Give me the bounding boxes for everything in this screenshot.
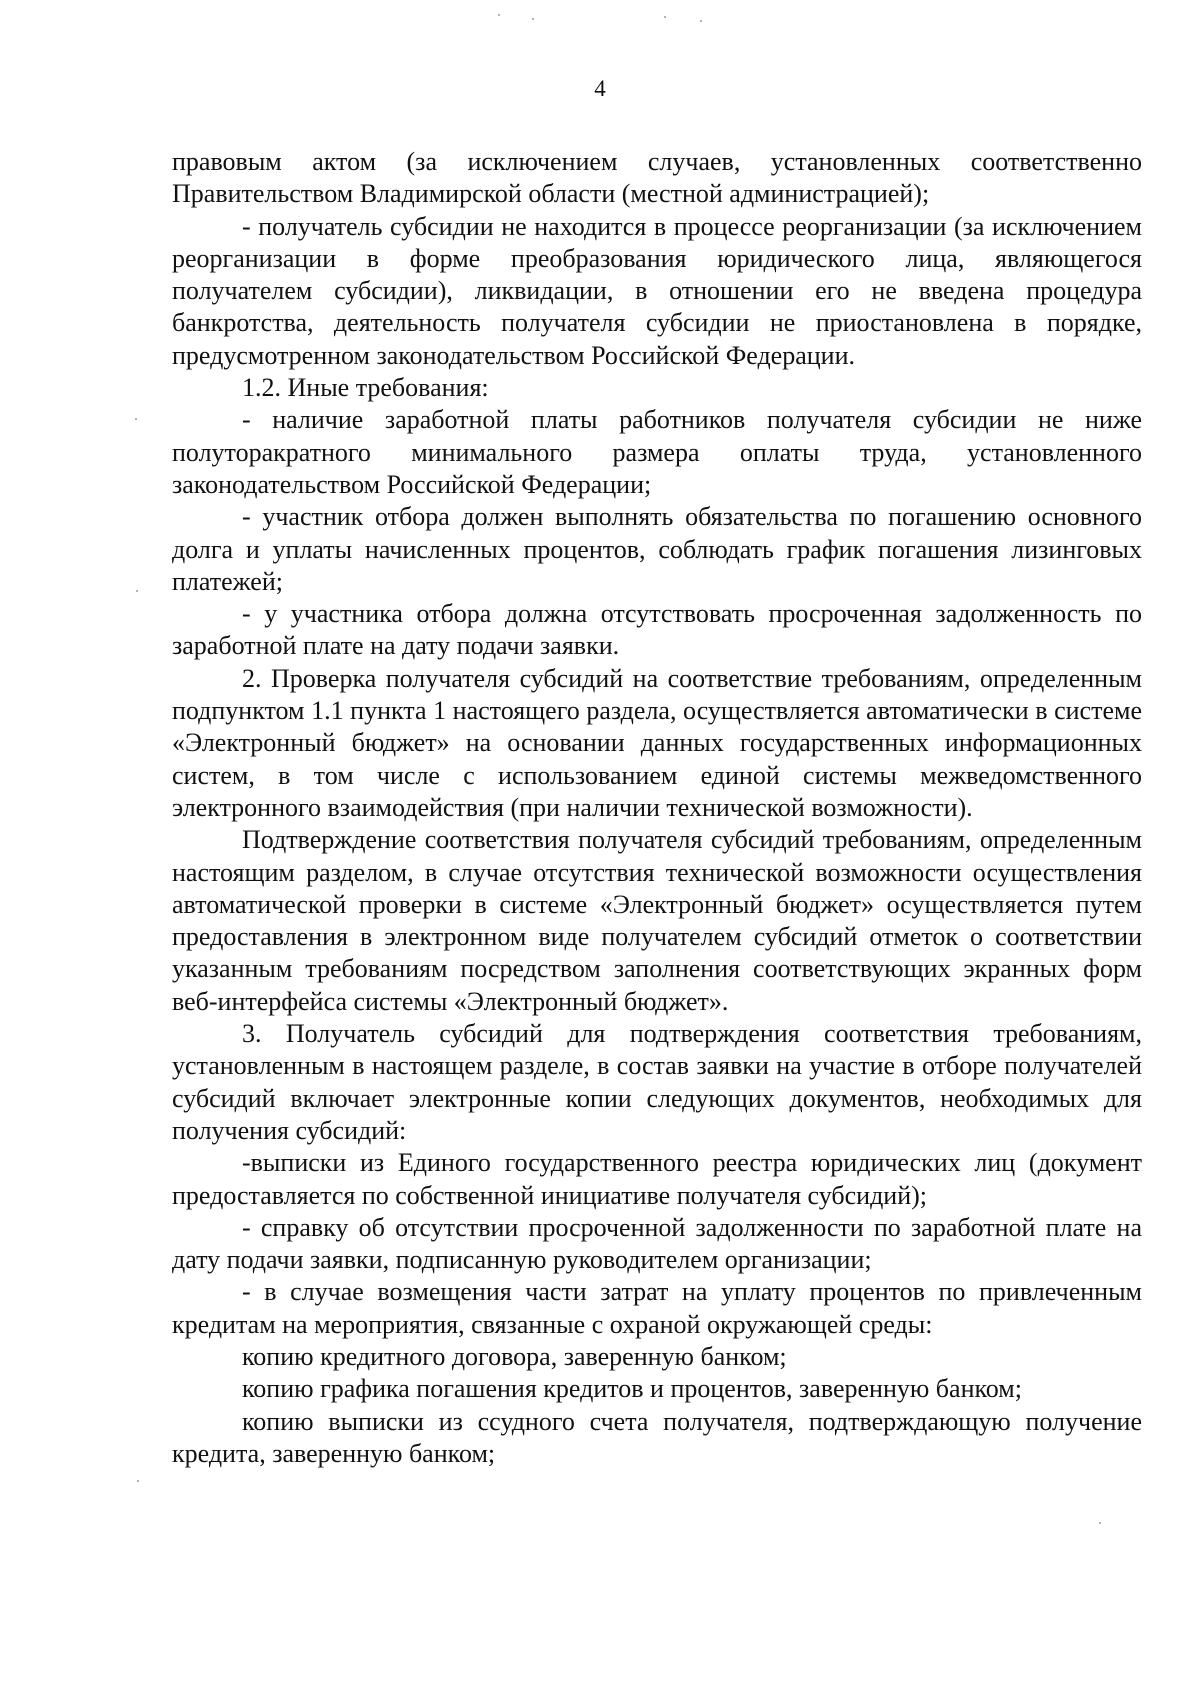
paragraph: - наличие заработной платы работников получателя субсидии не ниже полуторакратного минимального размера оплаты труда, установленного законодательством Российской Федерации; xyxy=(172,405,1142,499)
scan-speck xyxy=(532,18,534,20)
scan-speck xyxy=(136,590,138,592)
scan-speck xyxy=(664,16,666,18)
paragraph: Подтверждение соответствия получателя субсидий требованиям, определенным настоящим разделом, в случае отсутствия технической возможности осуществления автоматической проверки в системе «Электронный бюджет» осуществляется путем предоставления в электронном виде получателем субсидий отметок о соответствии указанным требованиям посредством заполнения соответствующих экранных форм веб-интерфейса системы «Электронный бюджет». xyxy=(172,825,1142,1016)
document-body xyxy=(172,146,1142,1470)
paragraph: -выписки из Единого государственного реестра юридических лиц (документ предоставляется по собственной инициативе получателя субсидий); xyxy=(172,1148,1142,1210)
paragraph: копию выписки из ссудного счета получателя, подтверждающую получение кредита, заверенную банком; xyxy=(172,1406,1142,1468)
paragraph: копию графика погашения кредитов и процентов, заверенную банком; xyxy=(242,1374,1022,1404)
scan-speck xyxy=(1099,1522,1101,1524)
scan-speck xyxy=(700,20,702,22)
paragraph: - у участника отбора должна отсутствовать просроченная задолженность по заработной плате на дату подачи заявки. xyxy=(172,599,1142,661)
paragraph: - справку об отсутствии просроченной задолженности по заработной плате на дату подачи заявки, подписанную руководителем организации; xyxy=(172,1212,1142,1275)
paragraph: копию кредитного договора, заверенную банком; xyxy=(242,1341,787,1371)
paragraph: - в случае возмещения части затрат на уплату процентов по привлеченным кредитам на мероприятия, связанные с охраной окружающей среды: xyxy=(172,1277,1142,1339)
paragraph: - участник отбора должен выполнять обязательства по погашению основного долга и уплаты начисленных процентов, соблюдать график погашения лизинговых платежей; xyxy=(172,502,1142,596)
section-heading: 1.2. Иные требования: xyxy=(242,373,489,403)
scan-speck xyxy=(135,418,137,420)
paragraph: - получатель субсидии не находится в процессе реорганизации (за исключением реорганизации в форме преобразования юридического лица, являющегося получателем субсидии), ликвидации, в отношении его не введена процедура банкротства, деятельность получателя субсидии не приостановлена в порядке, предусмотренном законодательством Российской Федерации. xyxy=(172,211,1142,370)
paragraph: 2. Проверка получателя субсидий на соответствие требованиям, определенным подпунктом 1.1 пункта 1 настоящего раздела, осуществляется автоматически в системе «Электронный бюджет» на основании данных государственных информационных систем, в том числе с использованием единой системы межведомственного электронного взаимодействия (при наличии технической возможности). xyxy=(172,663,1142,822)
scan-speck xyxy=(137,1480,139,1482)
paragraph: правовым актом (за исключением случаев, установленных соответственно Правительством Владимирской области (местной администрацией); xyxy=(172,147,1142,209)
paragraph: 3. Получатель субсидий для подтверждения соответствия требованиям, установленным в настоящем разделе, в состав заявки на участие в отборе получателей субсидий включает электронные копии следующих документов, необходимых для получения субсидий: xyxy=(172,1019,1142,1145)
scan-speck xyxy=(498,14,500,16)
page-number: 4 xyxy=(594,76,606,101)
